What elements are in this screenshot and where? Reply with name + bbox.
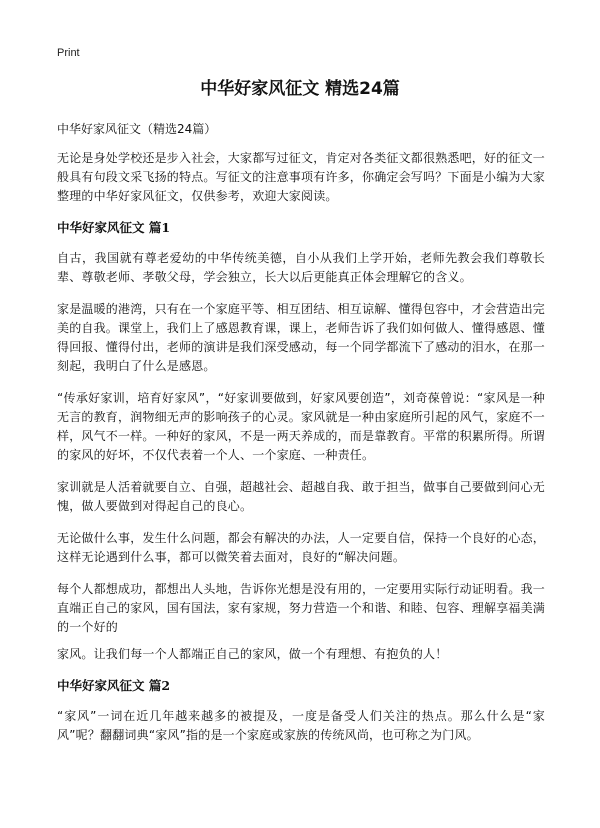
section-1-paragraph-2: 家是温暖的港湾，只有在一个家庭平等、相互团结、相互谅解、懂得包容中，才会营造出完美的自我。课堂上，我们上了感恩教育课，课上，老师告诉了我们如何做人、懂得感恩、懂得回报、懂得付出，老师的演讲是我们深受感动，每一个同学都流下了感动的泪水，在那一刻起，我明白了什么是感恩。 [57,302,546,373]
section-2-paragraph-1: “家风”一词在近几年越来越多的被提及，一度是备受人们关注的热点。那么什么是“家风”呢？翻翻词典“家风”指的是一个家庭或家族的传统风尚，也可称之为门风。 [57,709,545,742]
section-heading-2: 中华好家风征文 篇2 [57,678,171,693]
section-heading-1: 中华好家风征文 篇1 [57,220,171,235]
print-label[interactable]: Print [57,47,80,59]
document-subtitle: 中华好家风征文（精选24篇） [57,122,217,136]
section-1-paragraph-7: 家风。让我们每一个人都端正自己的家风，做一个有理想、有抱负的人！ [57,647,448,661]
section-1-paragraph-4: 家训就是人活着就要自立、自强，超越社会、超越自我、敢于担当，做事自己要做到问心无愧，做人要做到对得起自己的良心。 [57,480,546,513]
section-1-paragraph-1: 自古，我国就有尊老爱幼的中华传统美德，自小从我们上学开始，老师先教会我们尊敬长辈、尊敬老师、孝敬父母，学会独立，长大以后更能真正体会理解它的含义。 [57,251,545,284]
section-1-paragraph-6: 每个人都想成功，都想出人头地，告诉你光想是没有用的，一定要用实际行动证明看。我一直端正自己的家风，国有国法，家有家规，努力营造一个和谐、和睦、包容、理解享福美满的一个好的 [57,582,546,634]
article-body [57,149,545,758]
section-1-paragraph-3: “传承好家训，培育好家风”，“好家训要做到，好家风要创造”，刘奇葆曾说：“家风是一种无言的教育，润物细无声的影响孩子的心灵。家风就是一种由家庭所引起的风气，家庭不一样，风气不一样。一种好的家风，不是一两天养成的，而是靠教育。平常的积累所得。所谓的家风的好坏，不仅代表着一个人、一个家庭、一种责任。 [57,391,546,462]
page-title: 中华好家风征文 精选24篇 [200,79,400,99]
section-1-paragraph-5: 无论做什么事，发生什么问题，都会有解决的办法，人一定要自信，保持一个良好的心态，这样无论遇到什么事，都可以微笑着去面对，良好的“解决问题。 [57,531,546,564]
intro-paragraph: 无论是身处学校还是步入社会，大家都写过征文，肯定对各类征文都很熟悉吧，好的征文一般具有句段文采飞扬的特点。写征文的注意事项有许多，你确定会写吗？下面是小编为大家整理的中华好家风征文，仅供参考，欢迎大家阅读。 [57,151,546,203]
